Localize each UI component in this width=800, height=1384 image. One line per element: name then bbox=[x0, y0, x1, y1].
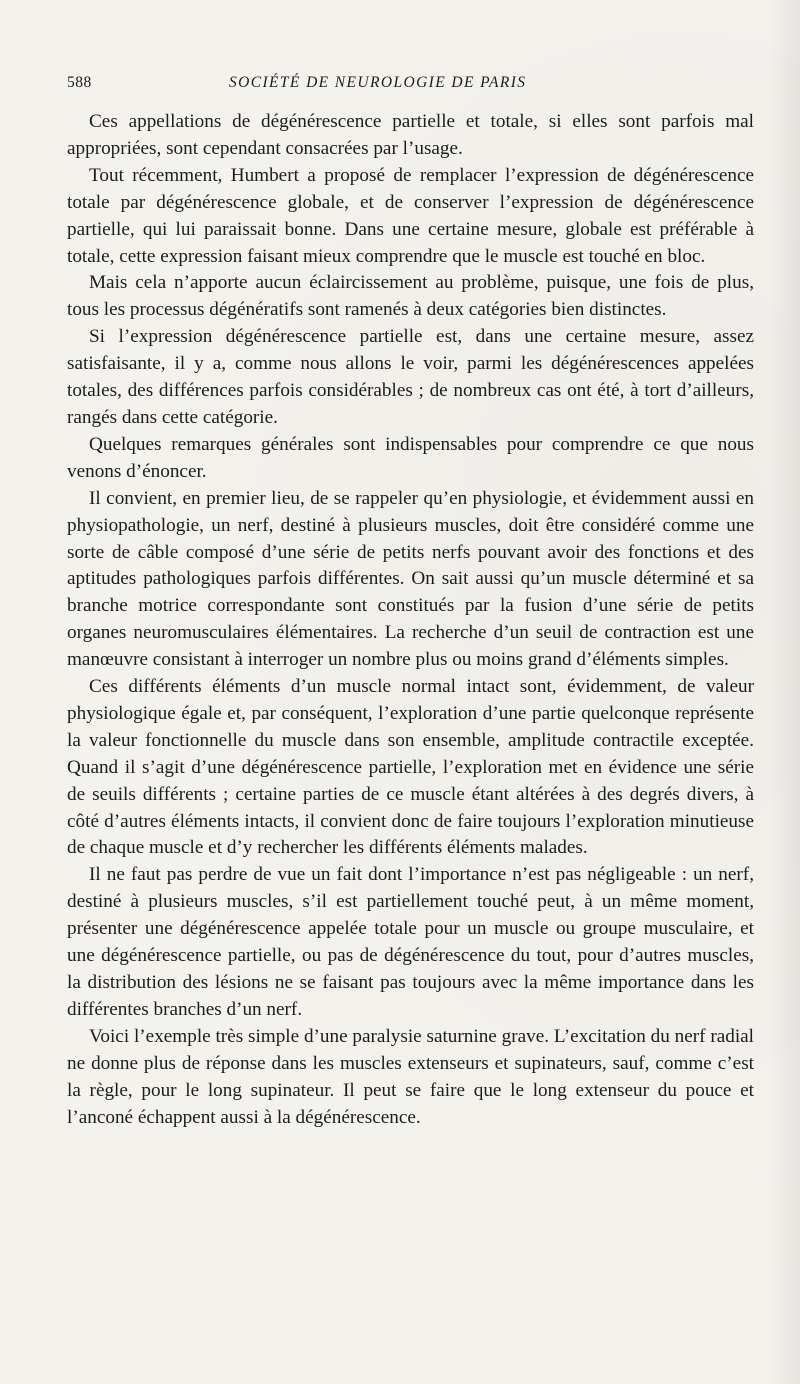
running-title: SOCIÉTÉ DE NEUROLOGIE DE PARIS bbox=[229, 74, 527, 91]
body-text bbox=[67, 109, 754, 1131]
paragraph: Si l’expression dégénérescence partielle est, dans une certaine mesure, assez satisfaisante, il y a, comme nous allons le voir, parmi les dégénérescences appelées totales, des différences parfois considérables ; de nombreux cas ont été, à tort d’ailleurs, rangés dans cette catégorie. bbox=[67, 326, 754, 428]
paragraph: Ces appellations de dégénérescence partielle et totale, si elles sont parfois mal appropriées, sont cependant consacrées par l’usage. bbox=[67, 111, 754, 159]
paragraph: Tout récemment, Humbert a proposé de remplacer l’expression de dégénérescence totale par dégénérescence globale, et de conserver l’expression de dégénérescence partielle, qui lui paraissait bonne. Dans une certaine mesure, globale est préférable à totale, cette expression faisant mieux comprendre que le muscle est touché en bloc. bbox=[67, 164, 754, 267]
page-header bbox=[67, 74, 754, 96]
paragraph: Il ne faut pas perdre de vue un fait dont l’importance n’est pas négligeable : un nerf, destiné à plusieurs muscles, s’il est partiellement touché peut, à un même moment, présenter une dégénérescence appelée totale pour un muscle ou groupe musculaire, et une dégénérescence partielle, ou pas de dégénérescence du tout, pour d’autres muscles, la distribution des lésions ne se faisant pas toujours avec la même importance dans les différentes branches d’un nerf. bbox=[67, 864, 754, 1020]
paragraph: Ces différents éléments d’un muscle normal intact sont, évidemment, de valeur physiologique égale et, par conséquent, l’exploration d’une partie quelconque représente la valeur fonctionnelle du muscle dans son ensemble, amplitude contractile exceptée. Quand il s’agit d’une dégénérescence partielle, l’exploration met en évidence une série de seuils différents ; certaine parties de ce muscle étant altérées à des degrés divers, à côté d’autres éléments intacts, il convient donc de faire toujours l’exploration minutieuse de chaque muscle et d’y rechercher les différents éléments malades. bbox=[67, 676, 754, 859]
page-number: 588 bbox=[67, 74, 92, 91]
paragraph: Quelques remarques générales sont indispensables pour comprendre ce que nous venons d’énoncer. bbox=[67, 433, 754, 482]
paragraph: Il convient, en premier lieu, de se rappeler qu’en physiologie, et évidemment aussi en physiopathologie, un nerf, destiné à plusieurs muscles, doit être considéré comme une sorte de câble composé d’une série de petits nerfs pouvant avoir des fonctions et des aptitudes pathologiques parfois différentes. On sait aussi qu’un muscle déterminé et sa branche motrice correspondante sont constitués par la fusion d’une série de petits organes neuromusculaires élémentaires. La recherche d’un seuil de contraction est une manœuvre consistant à interroger un nombre plus ou moins grand d’éléments simples. bbox=[67, 487, 754, 671]
paragraph: Mais cela n’apporte aucun éclaircissement au problème, puisque, une fois de plus, tous les processus dégénératifs sont ramenés à deux catégories bien distinctes. bbox=[67, 272, 754, 321]
paragraph: Voici l’exemple très simple d’une paralysie saturnine grave. L’excitation du nerf radial ne donne plus de réponse dans les muscles extenseurs et supinateurs, sauf, comme c’est la règle, pour le long supinateur. Il peut se faire que le long extenseur du pouce et l’anconé échappent aussi à la dégénérescence. bbox=[67, 1025, 754, 1128]
